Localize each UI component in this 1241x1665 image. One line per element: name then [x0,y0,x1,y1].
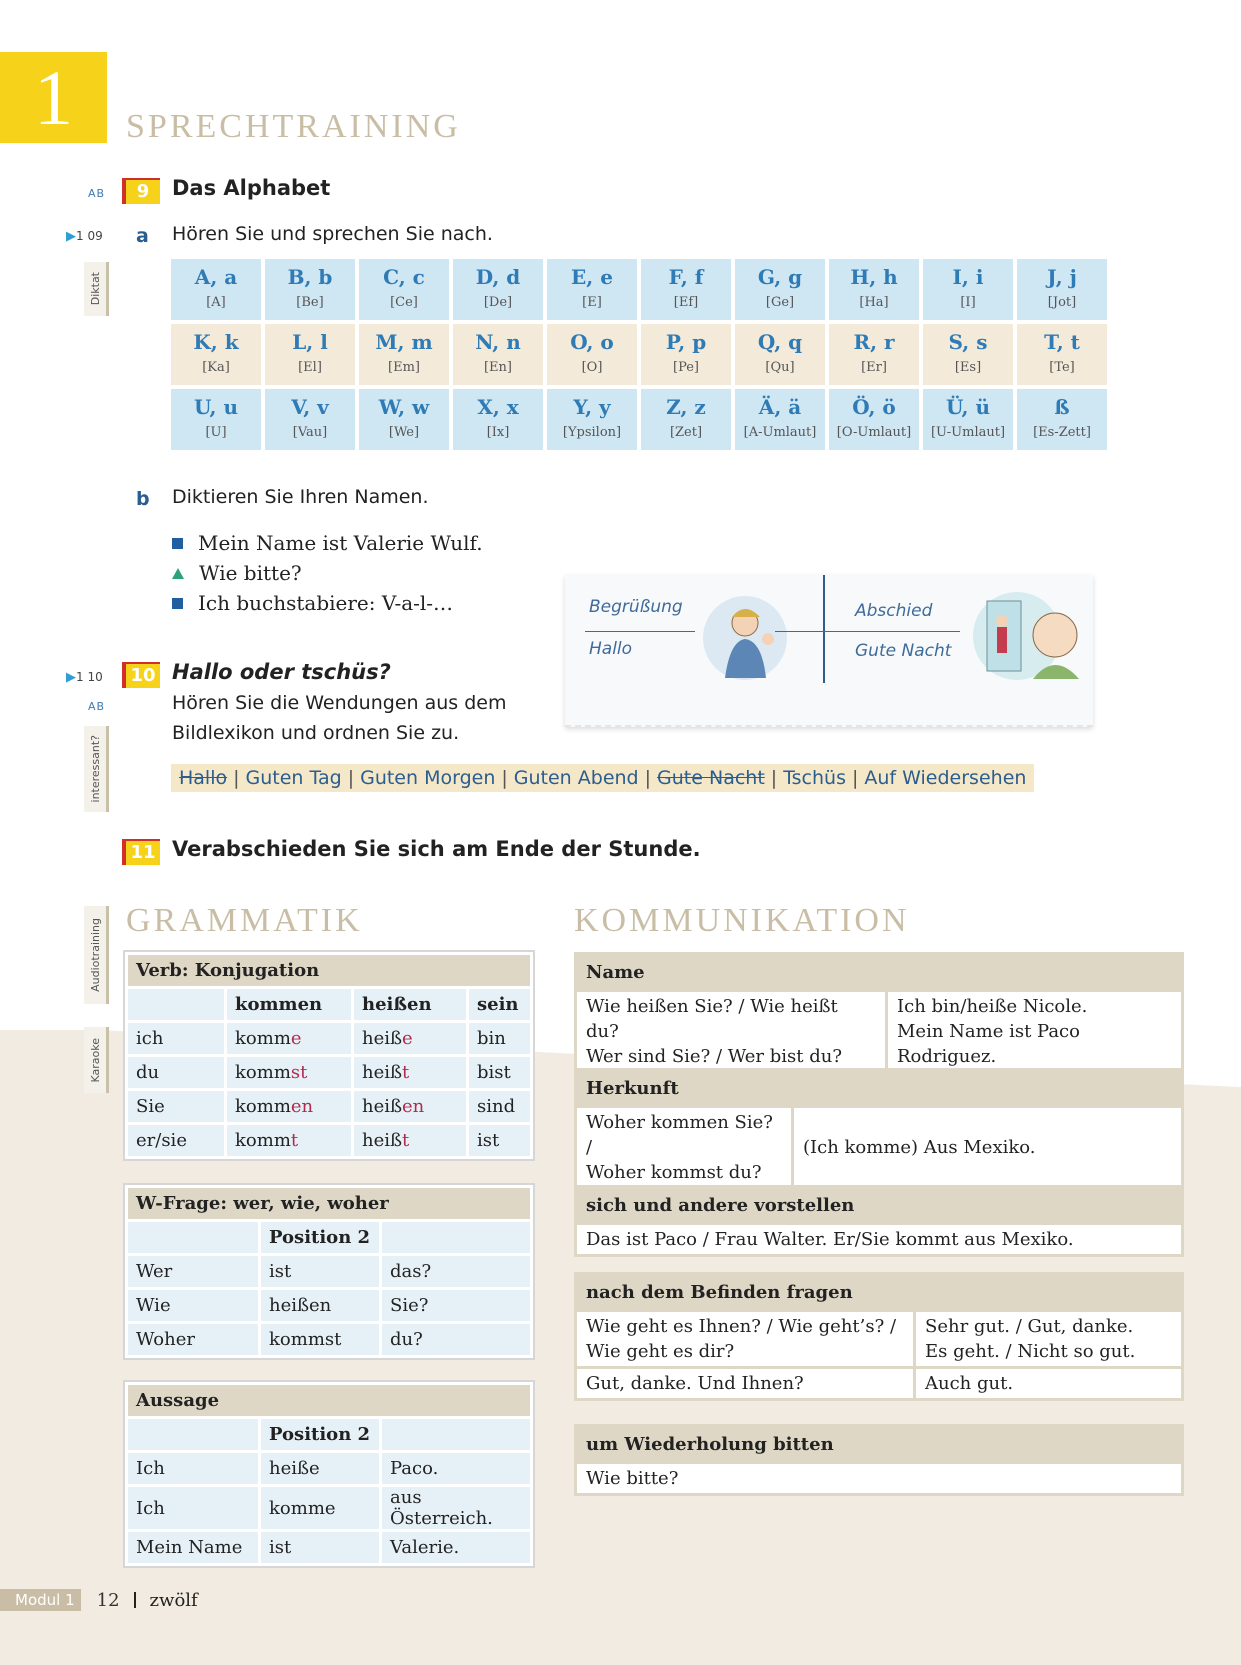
wfrage-table [123,1183,535,1360]
table-row: Wer ist das? [128,1256,530,1287]
alphabet-cell [265,259,355,320]
audio-ref-10[interactable]: ▶1 10 [66,670,103,685]
pronunciation: [Ypsilon] [562,425,622,440]
tab-diktat[interactable]: Diktat [84,262,109,316]
alphabet-cell [171,324,261,385]
alphabet-cell [829,259,919,320]
table-header: sich und andere vorstellen [576,1187,1183,1224]
letter: C, c [383,265,425,289]
pronunciation: [Qu] [765,360,795,375]
letter: H, h [850,265,898,289]
letter: T, t [1044,330,1080,354]
alphabet-cell [453,259,543,320]
tab-karaoke[interactable]: Karaoke [84,1027,109,1093]
table-header: Name [576,954,1183,991]
alphabet-cell [735,259,825,320]
aussage-table [123,1380,535,1568]
pronunciation: [Ce] [390,295,418,310]
table-header: Verb: Konjugation [128,955,530,986]
letter: F, f [668,265,704,289]
play-icon: ▶ [66,670,76,685]
tab-audiotraining[interactable]: Audiotraining [84,906,109,1004]
exercise-number: 9 [122,178,160,204]
exercise-title: Hallo oder tschüs? [172,660,391,684]
letter: L, l [292,330,328,354]
letter: X, x [477,395,519,419]
table-row: Das ist Paco / Frau Walter. Er/Sie kommt aus Mexiko. [576,1224,1183,1256]
letter: O, o [570,330,614,354]
letter: Ü, ü [945,395,991,419]
exercise-title: Das Alphabet [172,176,331,200]
alphabet-cell [453,324,543,385]
pronunciation: [A-Umlaut] [743,425,817,440]
table-header: Herkunft [576,1070,1183,1107]
instruction: Bildlexikon und ordnen Sie zu. [172,722,460,744]
alphabet-cell [641,259,731,320]
alphabet-cell [923,259,1013,320]
word-chip[interactable]: Hallo [179,767,228,789]
dialog-line: Mein Name ist Valerie Wulf. [172,528,483,558]
word-chip[interactable]: Guten Tag [245,767,342,789]
table-row: Wie heißen Sie? [128,1290,530,1321]
letter: Ö, ö [852,395,896,419]
divider [823,575,825,683]
letter: V, v [291,395,329,419]
table-row: Mein Name ist Valerie. [128,1532,530,1563]
table-row: Sie kommen heißen sind [128,1091,530,1122]
page-word: zwölf [149,1589,198,1611]
pronunciation: [O-Umlaut] [836,425,912,440]
word-chip[interactable]: Auf Wiedersehen [864,767,1027,789]
module-label: Modul 1 [0,1589,81,1611]
letter: N, n [475,330,521,354]
pronunciation: [A] [206,295,226,310]
col-header: sein [469,989,530,1020]
alphabet-cell [923,389,1013,450]
letter: ß [1054,395,1070,419]
dialog-line: Wie bitte? [172,558,483,588]
alphabet-cell [829,389,919,450]
alphabet-cell [547,324,637,385]
word-chip[interactable]: Tschüs [783,767,846,789]
square-bullet-icon [172,538,183,549]
pronunciation: [U] [205,425,227,440]
table-row: Wie geht es Ihnen? / Wie geht’s? / Wie geht es dir? Sehr gut. / Gut, danke. Es geht. / Nicht so gut. [576,1311,1183,1368]
divider [134,1592,136,1608]
pronunciation: [El] [298,360,322,375]
letter: J, j [1047,265,1077,289]
pronunciation: [E] [582,295,602,310]
letter: M, m [375,330,433,354]
table-row: Gut, danke. Und Ihnen? Auch gut. [576,1368,1183,1400]
name-table [574,952,1184,1074]
subtask-letter: b [136,488,150,510]
letter: I, i [952,265,984,289]
letter: A, a [194,265,238,289]
col-header: Position 2 [261,1222,379,1253]
alphabet-cell [359,389,449,450]
letter: B, b [287,265,333,289]
table-row: Wie bitte? [576,1463,1183,1495]
pronunciation: [Er] [861,360,887,375]
letter: W, w [378,395,430,419]
letter: Y, y [573,395,611,419]
table-header: Aussage [128,1385,530,1416]
ab-label: AB [88,187,106,200]
grammar-title: GRAMMATIK [126,902,363,939]
pronunciation: [Ix] [486,425,510,440]
pronunciation: [O] [581,360,603,375]
pronunciation: [U-Umlaut] [930,425,1006,440]
letter: S, s [948,330,988,354]
page-number: 12 [96,1589,120,1611]
instruction: Diktieren Sie Ihren Namen. [172,486,429,508]
picture-lexicon [565,575,1093,727]
col-header: Position 2 [261,1419,379,1450]
exercise-number: 10 [122,662,160,688]
dialog-list [172,528,483,618]
triangle-bullet-icon [172,568,184,579]
alphabet-cell [547,389,637,450]
subtask-letter: a [136,225,149,247]
alphabet-cell [171,389,261,450]
greeting-illustration [700,593,790,683]
page-footer [0,1589,198,1611]
pronunciation: [Te] [1049,360,1075,375]
section-title: SPRECHTRAINING [126,108,461,145]
table-row: Woher kommst du? [128,1324,530,1355]
square-bullet-icon [172,598,183,609]
pronunciation: [Pe] [673,360,699,375]
pronunciation: [Zet] [669,425,703,440]
farewell-illustration [967,589,1082,684]
letter: R, r [853,330,895,354]
table-row: du kommst heißt bist [128,1057,530,1088]
col-header: heißen [354,989,466,1020]
alphabet-cell [641,324,731,385]
lexicon-greeting-heading: Begrüßung [589,597,683,617]
divider [585,631,695,632]
table-header: nach dem Befinden fragen [576,1274,1183,1311]
pronunciation: [Jot] [1047,295,1077,310]
letter: U, u [193,395,239,419]
letter: Ä, ä [758,395,802,419]
letter: K, k [193,330,239,354]
alphabet-cell [453,389,543,450]
conjugation-table [123,950,535,1161]
ab-label: AB [88,700,106,713]
letter: E, e [571,265,613,289]
pronunciation: [Ge] [765,295,795,310]
chapter-number: 1 [0,52,107,143]
table-row: ich komme heiße bin [128,1023,530,1054]
alphabet-cell [1017,324,1107,385]
letter: D, d [475,265,521,289]
table-row: Ich komme aus Österreich. [128,1487,530,1529]
alphabet-cell [265,389,355,450]
alphabet-grid [171,259,1107,450]
instruction: Hören Sie und sprechen Sie nach. [172,223,493,245]
alphabet-cell [359,324,449,385]
communication-title: KOMMUNIKATION [574,902,910,939]
pronunciation: [Ef] [673,295,699,310]
word-chip[interactable]: Guten Abend [513,767,639,789]
exercise-number: 11 [122,839,160,865]
pronunciation: [We] [388,425,420,440]
pronunciation: [Es] [954,360,982,375]
table-row: Woher kommen Sie? / Woher kommst du? (Ich komme) Aus Mexiko. [576,1107,1183,1189]
alphabet-cell [735,389,825,450]
table-header: W-Frage: wer, wie, woher [128,1188,530,1219]
alphabet-cell [359,259,449,320]
alphabet-cell [829,324,919,385]
lexicon-farewell-word: Gute Nacht [855,641,952,661]
letter: P, p [665,330,707,354]
pronunciation: [Em] [388,360,420,375]
audio-ref-9a[interactable]: ▶1 09 [66,229,103,244]
table-header: um Wiederholung bitten [576,1426,1183,1463]
herkunft-table [574,1068,1184,1190]
table-row: Wie heißen Sie? / Wie heißt du? Wer sind Sie? / Wer bist du? Ich bin/heiße Nicole. Mein Name ist Paco Rodriguez. [576,991,1183,1073]
letter: Z, z [666,395,706,419]
pronunciation: [Ka] [202,360,230,375]
pronunciation: [En] [483,360,512,375]
pronunciation: [Be] [296,295,324,310]
dialog-line: Ich buchstabiere: V-a-l-… [172,588,483,618]
word-bank: Hallo | Guten Tag | Guten Morgen | Guten Abend | Gute Nacht | Tschüs | Auf Wiedersehen [171,764,1034,792]
alphabet-cell [641,389,731,450]
pronunciation: [Ha] [859,295,889,310]
alphabet-cell [923,324,1013,385]
pronunciation: [De] [483,295,513,310]
play-icon: ▶ [66,229,76,244]
lexicon-greeting-word: Hallo [589,639,633,659]
lexicon-farewell-heading: Abschied [855,601,933,621]
instruction: Hören Sie die Wendungen aus dem [172,692,507,714]
alphabet-cell [735,324,825,385]
exercise-title: Verabschieden Sie sich am Ende der Stunde. [172,837,701,861]
tab-interessant[interactable]: interessant? [84,726,109,812]
alphabet-cell [1017,259,1107,320]
pronunciation: [I] [960,295,976,310]
letter: G, g [757,265,803,289]
table-row: er/sie kommt heißt ist [128,1125,530,1156]
alphabet-cell [547,259,637,320]
alphabet-cell [1017,389,1107,450]
col-header [128,989,224,1020]
alphabet-cell [265,324,355,385]
pronunciation: [Es-Zett] [1033,425,1091,440]
pronunciation: [Vau] [292,425,328,440]
table-row: Ich heiße Paco. [128,1453,530,1484]
word-chip[interactable]: Gute Nacht [657,767,765,789]
divider [850,631,960,632]
wiederholung-table [574,1424,1184,1496]
alphabet-cell [171,259,261,320]
letter: Q, q [757,330,803,354]
col-header: kommen [227,989,351,1020]
vorstellen-table [574,1185,1184,1257]
befinden-table [574,1272,1184,1401]
word-chip[interactable]: Guten Morgen [360,767,496,789]
